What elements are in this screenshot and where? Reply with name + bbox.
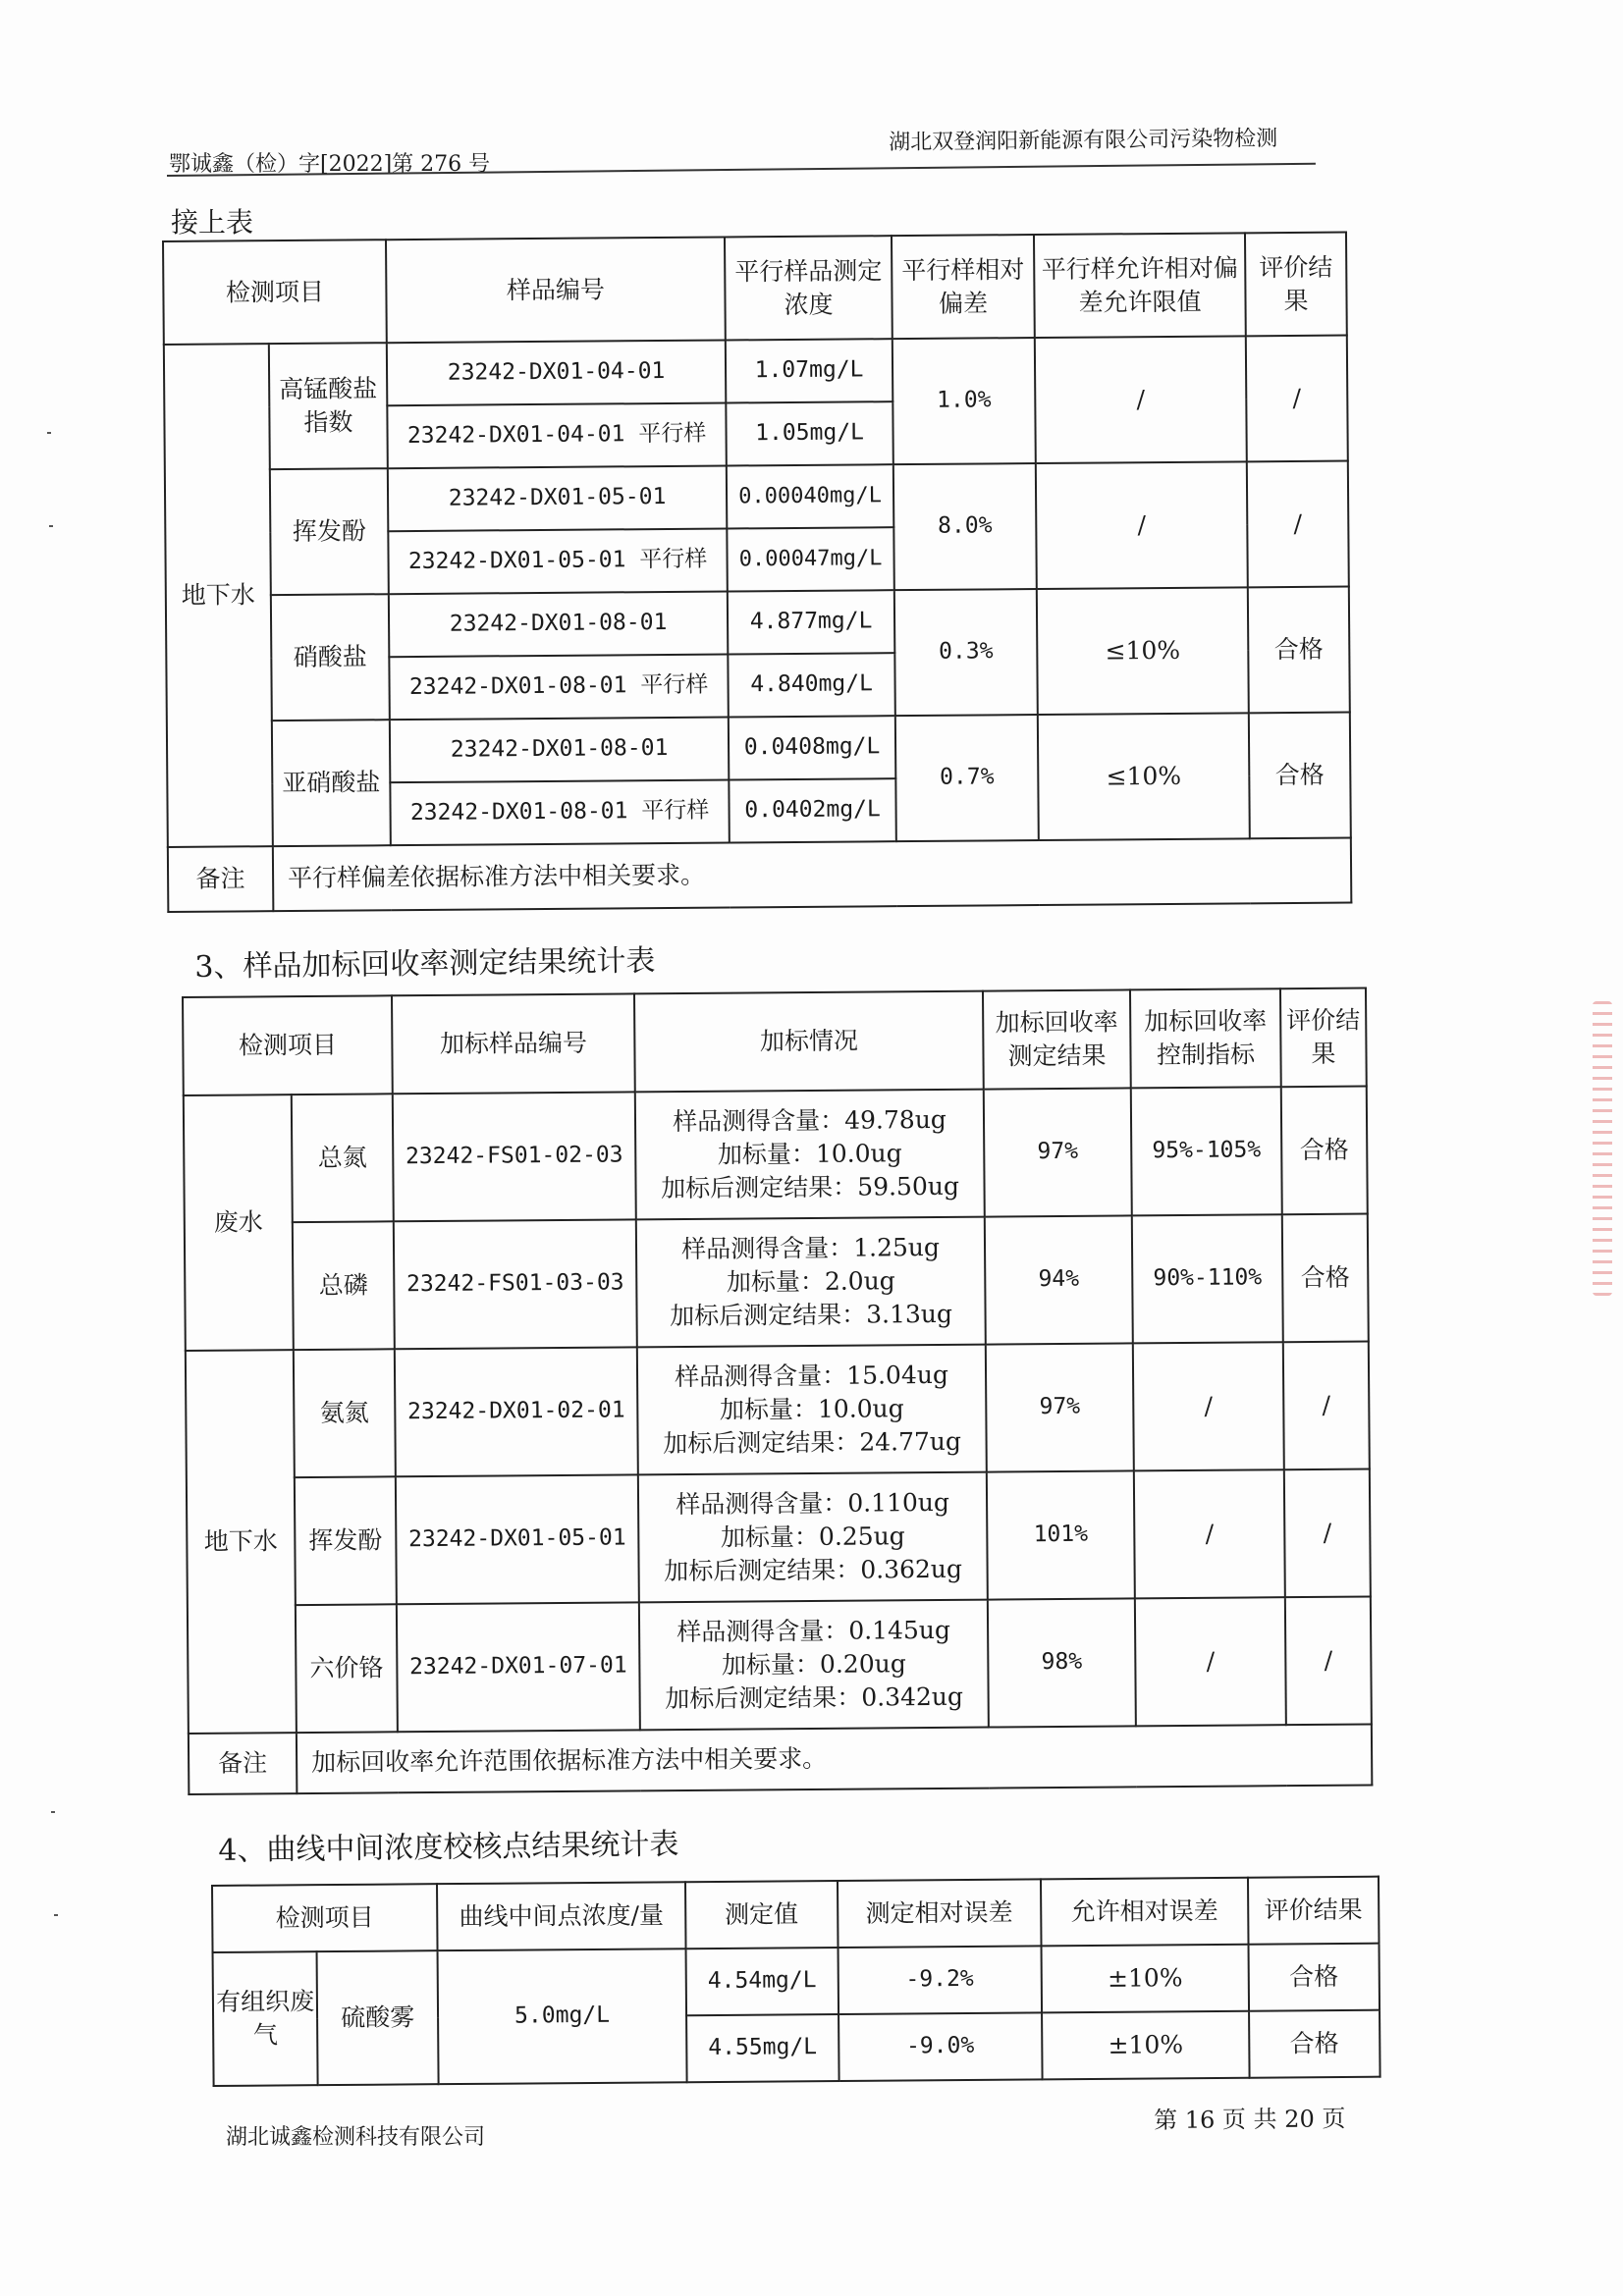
deviation-cell: 1.0% bbox=[893, 338, 1036, 464]
allowed-cell: ±10% bbox=[1042, 1945, 1249, 2013]
item-cell: 亚硝酸盐 bbox=[272, 720, 391, 846]
spike-info-cell bbox=[636, 1217, 986, 1348]
result-cell: 合格 bbox=[1282, 1214, 1369, 1343]
conc-cell: 1.07mg/L bbox=[726, 339, 893, 402]
col-header-spike-info: 加标情况 bbox=[634, 991, 984, 1093]
note-row bbox=[189, 1725, 1372, 1794]
table-row bbox=[213, 1944, 1380, 2019]
section3-title: 3、样品加标回收率测定结果统计表 bbox=[194, 943, 656, 985]
conc-cell: 0.00040mg/L bbox=[727, 464, 893, 528]
conc-cell: 0.0402mg/L bbox=[729, 778, 895, 842]
section4-title: 4、曲线中间浓度校核点结果统计表 bbox=[218, 1827, 679, 1868]
spike-recovery-table-wrapper bbox=[182, 988, 1373, 1795]
col-header-sample: 样品编号 bbox=[386, 237, 726, 343]
control-cell: / bbox=[1133, 1342, 1284, 1470]
spike-added: 加标量：10.0ug bbox=[719, 1394, 904, 1424]
scan-speck bbox=[51, 1811, 55, 1813]
spike-measured: 样品测得含量：0.110ug bbox=[676, 1488, 950, 1520]
conc-cell: 4.877mg/L bbox=[728, 590, 894, 654]
col-header-item: 检测项目 bbox=[163, 240, 387, 345]
col-header-allowed: 允许相对误差 bbox=[1041, 1878, 1248, 1947]
spike-info-cell bbox=[638, 1472, 988, 1603]
col-header-rel-error: 测定相对误差 bbox=[838, 1879, 1042, 1948]
spike-measured: 样品测得含量：49.78ug bbox=[673, 1105, 947, 1137]
table-row bbox=[165, 461, 1348, 533]
sample-cell: 23242-FS01-02-03 bbox=[393, 1092, 636, 1221]
sample-cell: 23242-DX01-05-01 bbox=[388, 465, 727, 531]
category-cell: 地下水 bbox=[186, 1350, 297, 1734]
result-cell: 合格 bbox=[1248, 1944, 1380, 2011]
spike-after: 加标后测定结果：3.13ug bbox=[670, 1299, 953, 1330]
sample-cell: 23242-DX01-08-01 平行样 bbox=[390, 779, 729, 845]
rel-error-cell: -9.2% bbox=[838, 1946, 1042, 2014]
col-header-result: 评价结果 bbox=[1280, 988, 1367, 1088]
table-row bbox=[167, 713, 1350, 784]
spike-recovery-table bbox=[182, 988, 1373, 1795]
spike-measured: 样品测得含量：1.25ug bbox=[681, 1233, 941, 1264]
result-cell: 合格 bbox=[1281, 1087, 1368, 1215]
col-header-limit: 平行样允许相对偏差允许限值 bbox=[1034, 233, 1246, 338]
limit-cell: ≤10% bbox=[1038, 713, 1250, 840]
item-cell: 六价铬 bbox=[296, 1604, 398, 1733]
note-label: 备注 bbox=[168, 846, 274, 912]
sample-cell: 23242-DX01-07-01 bbox=[397, 1602, 640, 1732]
result-cell: / bbox=[1247, 461, 1349, 588]
col-header-value: 测定值 bbox=[685, 1881, 838, 1949]
sample-cell: 23242-DX01-05-01 平行样 bbox=[388, 528, 727, 594]
note-label: 备注 bbox=[189, 1733, 297, 1794]
item-cell: 高锰酸盐指数 bbox=[269, 343, 388, 469]
spike-after: 加标后测定结果：24.77ug bbox=[663, 1426, 962, 1459]
spike-added: 加标量：2.0ug bbox=[726, 1266, 895, 1297]
table-header-row bbox=[212, 1877, 1379, 1952]
scan-speck bbox=[54, 1914, 58, 1916]
footer-company: 湖北诚鑫检测科技有限公司 bbox=[226, 2125, 486, 2150]
note-row bbox=[168, 838, 1351, 912]
sample-cell: 23242-FS01-03-03 bbox=[394, 1219, 637, 1349]
spike-added: 加标量：0.25ug bbox=[720, 1522, 905, 1552]
value-cell: 4.55mg/L bbox=[686, 2014, 839, 2082]
table-header-row bbox=[183, 988, 1367, 1095]
result-cell: 合格 bbox=[1249, 2010, 1380, 2078]
sample-cell: 23242-DX01-08-01 平行样 bbox=[389, 654, 728, 720]
sample-cell: 23242-DX01-08-01 bbox=[390, 717, 729, 782]
category-cell: 有组织废气 bbox=[213, 1951, 319, 2086]
report-title: 湖北双登润阳新能源有限公司污染物检测 bbox=[889, 126, 1278, 155]
sample-cell: 23242-DX01-04-01 平行样 bbox=[387, 402, 726, 468]
spike-added: 加标量：10.0ug bbox=[717, 1139, 902, 1169]
result-cell: / bbox=[1246, 336, 1348, 462]
spike-measured: 样品测得含量：0.145ug bbox=[676, 1616, 951, 1647]
table-row bbox=[187, 1469, 1371, 1606]
result-cell: / bbox=[1284, 1469, 1371, 1598]
parallel-sample-table-wrapper bbox=[162, 232, 1352, 913]
result-cell: 合格 bbox=[1248, 587, 1350, 714]
limit-cell: ≤10% bbox=[1037, 587, 1249, 715]
recovery-cell: 97% bbox=[986, 1343, 1134, 1471]
item-cell: 挥发酚 bbox=[270, 468, 389, 595]
spike-info-cell bbox=[635, 1090, 985, 1220]
deviation-cell: 0.7% bbox=[895, 715, 1039, 841]
recovery-cell: 97% bbox=[984, 1088, 1132, 1216]
item-cell: 硫酸雾 bbox=[317, 1950, 438, 2085]
col-header-control: 加标回收率控制指标 bbox=[1130, 988, 1281, 1088]
col-header-recovery: 加标回收率测定结果 bbox=[983, 989, 1131, 1089]
table-row bbox=[185, 1214, 1369, 1351]
item-cell: 氨氮 bbox=[294, 1349, 396, 1477]
item-cell: 总磷 bbox=[293, 1221, 395, 1350]
scan-speck bbox=[47, 432, 51, 434]
col-header-result: 评价结果 bbox=[1248, 1877, 1380, 1945]
document-number: 鄂诚鑫（检）字[2022]第 276 号 bbox=[169, 152, 491, 177]
note-text: 加标回收率允许范围依据标准方法中相关要求。 bbox=[297, 1725, 1372, 1794]
mid-conc-cell: 5.0mg/L bbox=[437, 1949, 686, 2084]
col-header-item: 检测项目 bbox=[183, 995, 393, 1095]
deviation-cell: 8.0% bbox=[893, 463, 1037, 590]
item-cell: 挥发酚 bbox=[295, 1476, 397, 1605]
page-number: 第 16 页 共 20 页 bbox=[1154, 2105, 1346, 2134]
seal-edge-fragment bbox=[1593, 1001, 1612, 1296]
control-cell: / bbox=[1135, 1597, 1286, 1726]
col-header-deviation: 平行样相对偏差 bbox=[892, 235, 1035, 339]
col-header-spike-sample: 加标样品编号 bbox=[392, 993, 635, 1094]
conc-cell: 0.0408mg/L bbox=[729, 716, 895, 779]
note-text: 平行样偏差依据标准方法中相关要求。 bbox=[273, 838, 1352, 912]
value-cell: 4.54mg/L bbox=[686, 1948, 839, 2015]
item-cell: 总氮 bbox=[292, 1094, 394, 1222]
table-row bbox=[186, 1342, 1370, 1478]
recovery-cell: 94% bbox=[985, 1215, 1133, 1344]
recovery-cell: 98% bbox=[988, 1598, 1136, 1727]
col-header-result: 评价结果 bbox=[1245, 233, 1347, 337]
spike-after: 加标后测定结果：59.50ug bbox=[661, 1171, 960, 1203]
result-cell: / bbox=[1285, 1597, 1372, 1726]
control-cell: / bbox=[1134, 1469, 1285, 1598]
spike-added: 加标量：0.20ug bbox=[721, 1649, 906, 1680]
deviation-cell: 0.3% bbox=[894, 589, 1038, 716]
spike-info-cell bbox=[639, 1600, 989, 1731]
allowed-cell: ±10% bbox=[1042, 2011, 1249, 2080]
control-cell: 95%-105% bbox=[1131, 1087, 1282, 1215]
sample-cell: 23242-DX01-05-01 bbox=[396, 1474, 639, 1604]
item-cell: 硝酸盐 bbox=[271, 594, 390, 721]
spike-after: 加标后测定结果：0.362ug bbox=[664, 1554, 963, 1586]
col-header-conc: 平行样品测定浓度 bbox=[725, 236, 893, 340]
sample-cell: 23242-DX01-04-01 bbox=[387, 340, 726, 405]
col-header-item: 检测项目 bbox=[212, 1884, 437, 1952]
conc-cell: 1.05mg/L bbox=[726, 401, 893, 465]
result-cell: 合格 bbox=[1249, 713, 1351, 839]
col-header-mid-conc: 曲线中间点浓度/量 bbox=[437, 1882, 686, 1950]
continued-label: 接上表 bbox=[171, 206, 254, 239]
parallel-sample-table bbox=[162, 232, 1352, 913]
sample-cell: 23242-DX01-02-01 bbox=[395, 1347, 638, 1476]
rel-error-cell: -9.0% bbox=[839, 2012, 1043, 2081]
table-row bbox=[184, 1087, 1368, 1223]
spike-after: 加标后测定结果：0.342ug bbox=[665, 1682, 964, 1714]
sample-cell: 23242-DX01-08-01 bbox=[389, 591, 728, 657]
conc-cell: 0.00047mg/L bbox=[727, 527, 893, 591]
table-row bbox=[164, 336, 1347, 407]
scan-speck bbox=[49, 525, 53, 527]
limit-cell: / bbox=[1035, 336, 1247, 463]
calibration-check-table bbox=[211, 1876, 1381, 2087]
table-row bbox=[166, 587, 1349, 659]
recovery-cell: 101% bbox=[987, 1470, 1135, 1599]
table-header-row bbox=[163, 233, 1347, 345]
limit-cell: / bbox=[1036, 461, 1248, 589]
spike-measured: 样品测得含量：15.04ug bbox=[675, 1361, 949, 1392]
category-cell: 地下水 bbox=[164, 344, 273, 847]
table-row bbox=[188, 1597, 1372, 1734]
calibration-check-table-wrapper bbox=[211, 1876, 1381, 2087]
control-cell: 90%-110% bbox=[1132, 1214, 1283, 1343]
category-cell: 废水 bbox=[184, 1095, 294, 1351]
result-cell: / bbox=[1283, 1342, 1370, 1470]
conc-cell: 4.840mg/L bbox=[728, 653, 894, 717]
spike-info-cell bbox=[637, 1345, 987, 1475]
